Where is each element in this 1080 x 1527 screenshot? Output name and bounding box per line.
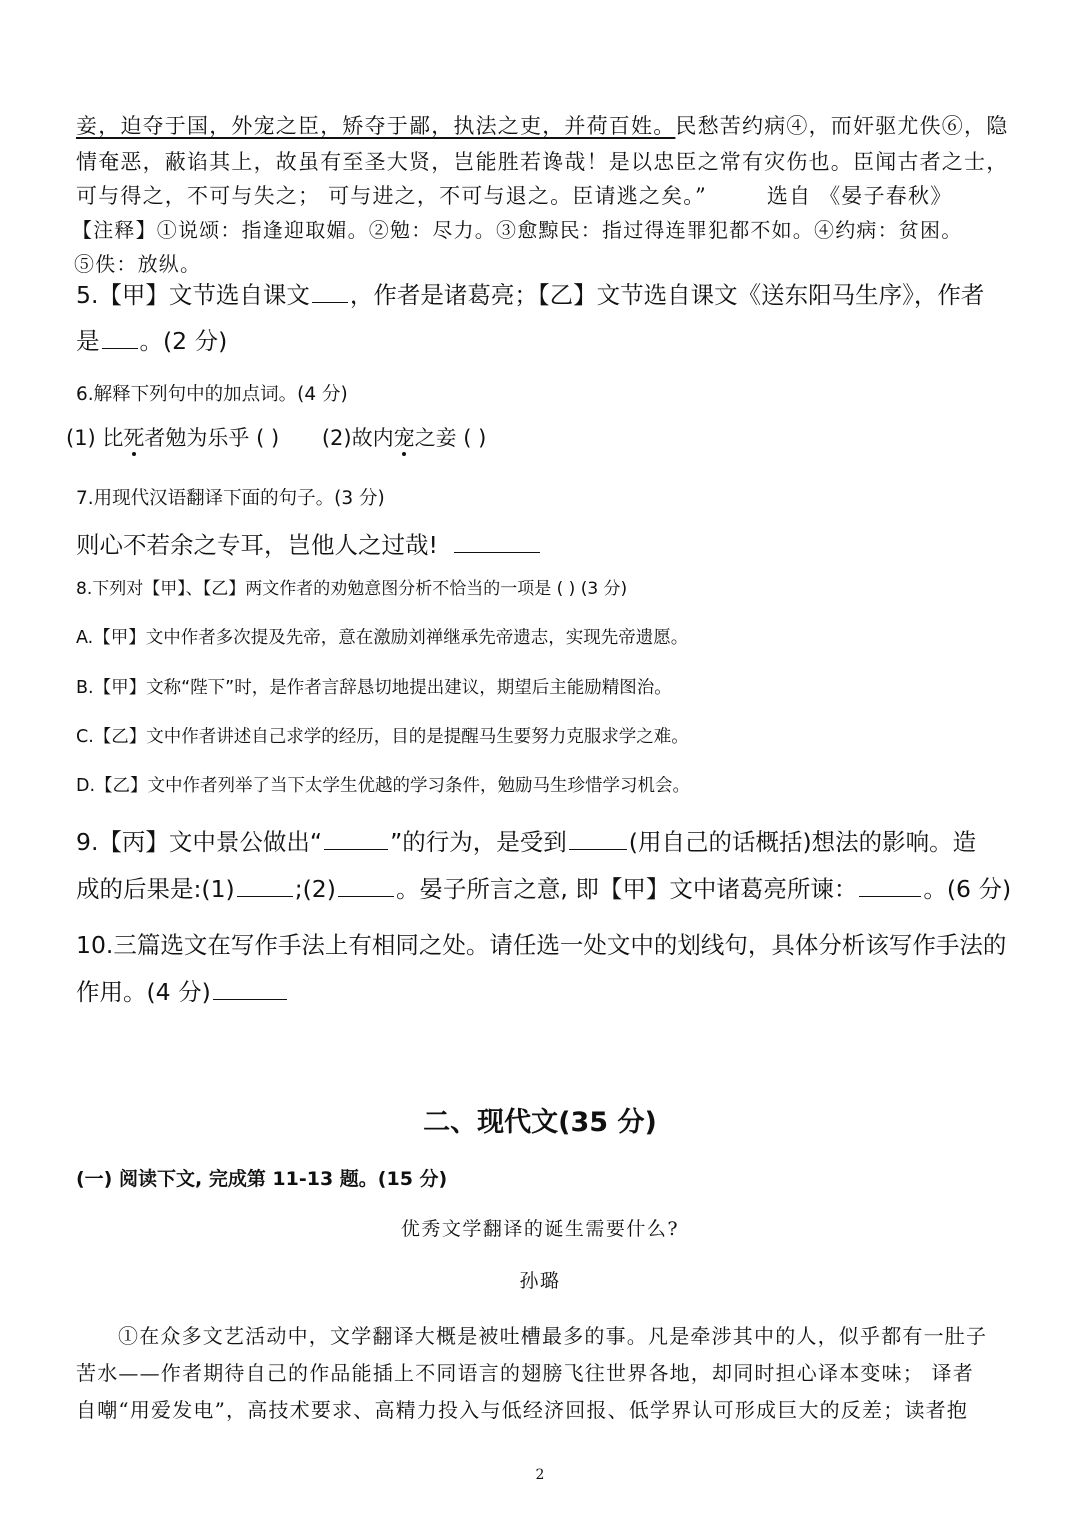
- option-b[interactable]: B.【甲】文称“陛下”时，是作者言辞恳切地提出建议，期望后主能励精图治。: [76, 678, 672, 698]
- answer-blank[interactable]: [237, 871, 293, 897]
- question-text: 。晏子所言之意, 即【甲】文中诸葛亮所谏：: [395, 875, 858, 903]
- section-title: 二、现代文(35 分): [423, 1107, 657, 1138]
- question-6-items: [66, 422, 1018, 452]
- option-d[interactable]: D.【乙】文中作者列举了当下太学生优越的学习条件，勉励马生珍惜学习机会。: [76, 776, 691, 796]
- passage-line-2: 情奄恶，蔽谄其上，故虽有至圣大贤，岂能胜若谗哉！是以忠臣之常有灾伤也。臣闻古者之士，: [76, 150, 1009, 174]
- dotted-word: 宠: [393, 426, 415, 450]
- article-paragraph-line-1: ①在众多文艺活动中，文学翻译大概是被吐槽最多的事。凡是牵涉其中的人，似乎都有一肚子: [118, 1324, 988, 1348]
- underlined-sentence: 妾，迫夺于国，外宠之臣，矫夺于鄙，执法之吏，并荷百姓。: [76, 114, 676, 138]
- passage-source: 选自 《晏子春秋》: [766, 184, 953, 208]
- question-text: (2)故内: [321, 426, 394, 450]
- question-text: 作用。(4 分): [76, 978, 211, 1006]
- answer-blank[interactable]: [569, 824, 627, 850]
- article-author: 孙璐: [519, 1270, 561, 1292]
- question-text: 。(6 分): [923, 875, 1012, 903]
- notes-line-1: 【注释】①说颂：指逢迎取媚。②勉：尽力。③愈黥民：指过得连罪犯都不如。④约病：贫困。: [72, 218, 963, 242]
- answer-blank[interactable]: [454, 527, 540, 553]
- question-text: 者勉为乐乎 ( ): [144, 426, 280, 450]
- question-5-line-1: [76, 276, 1018, 310]
- answer-blank[interactable]: [324, 824, 388, 850]
- question-7-sentence: [76, 526, 1018, 560]
- question-text: ”的行为，是受到: [390, 828, 567, 856]
- question-9-line-2: [76, 870, 1018, 904]
- question-8-stem: 8.下列对【甲】、【乙】两文作者的劝勉意图分析不恰当的一项是 ( ) (3 分): [76, 579, 628, 599]
- answer-blank[interactable]: [312, 277, 348, 303]
- question-text: (1) 比: [66, 426, 124, 450]
- question-10-line-1: 10.三篇选文在写作手法上有相同之处。请任选一处文中的划线句，具体分析该写作手法的: [76, 931, 1007, 959]
- article-title: 优秀文学翻译的诞生需要什么?: [400, 1218, 680, 1240]
- question-text: 。(2 分): [139, 327, 228, 355]
- question-text: ，作者是诸葛亮；【乙】文节选自课文《送东阳马生序》，作者: [349, 281, 985, 309]
- question-10-line-2: [76, 973, 1018, 1007]
- article-paragraph-line-3: 自嘲“用爱发电”，高技术要求、高精力投入与低经济回报、低学界认可形成巨大的反差；读者抱: [76, 1398, 969, 1422]
- notes-line-2: ⑤佚：放纵。: [74, 252, 202, 276]
- passage-line-1: [76, 110, 1018, 140]
- question-5-line-2: [76, 322, 1018, 356]
- question-text: 之妾 ( ): [414, 426, 487, 450]
- dotted-word: 死: [123, 426, 145, 450]
- answer-blank[interactable]: [213, 974, 287, 1000]
- question-text: (用自己的话概括)想法的影响。造: [628, 828, 977, 856]
- question-text: ;(2): [294, 875, 336, 903]
- answer-blank[interactable]: [338, 871, 394, 897]
- question-6-stem: 6.解释下列句中的加点词。(4 分): [76, 384, 348, 405]
- passage-text: 民愁苦约病④，而奸驱尤佚⑥，隐: [675, 114, 1009, 138]
- option-a[interactable]: A.【甲】文中作者多次提及先帝，意在激励刘禅继承先帝遗志，实现先帝遗愿。: [76, 628, 689, 648]
- passage-text: 可与得之，不可与失之； 可与进之，不可与退之。臣请逃之矣。”: [76, 184, 707, 208]
- reading-instruction: (一) 阅读下文, 完成第 11-13 题。(15 分): [76, 1168, 448, 1190]
- question-9-line-1: [76, 823, 1018, 857]
- question-text: 成的后果是:(1): [76, 875, 235, 903]
- question-7-stem: 7.用现代汉语翻译下面的句子。(3 分): [76, 488, 385, 509]
- option-c[interactable]: C.【乙】文中作者讲述自己求学的经历，目的是提醒马生要努力克服求学之难。: [76, 727, 689, 747]
- question-text: 则心不若余之专耳，岂他人之过哉!: [76, 531, 438, 559]
- page-number: 2: [535, 1467, 545, 1483]
- answer-blank[interactable]: [859, 871, 921, 897]
- answer-blank[interactable]: [102, 323, 138, 349]
- question-text: 是: [76, 327, 100, 355]
- question-text: 5.【甲】文节选自课文: [76, 281, 310, 309]
- passage-line-3: [76, 180, 1018, 210]
- question-text: 9.【丙】文中景公做出“: [76, 828, 323, 856]
- article-paragraph-line-2: 苦水——作者期待自己的作品能插上不同语言的翅膀飞往世界各地，却同时担心译本变味； 译者: [76, 1361, 974, 1385]
